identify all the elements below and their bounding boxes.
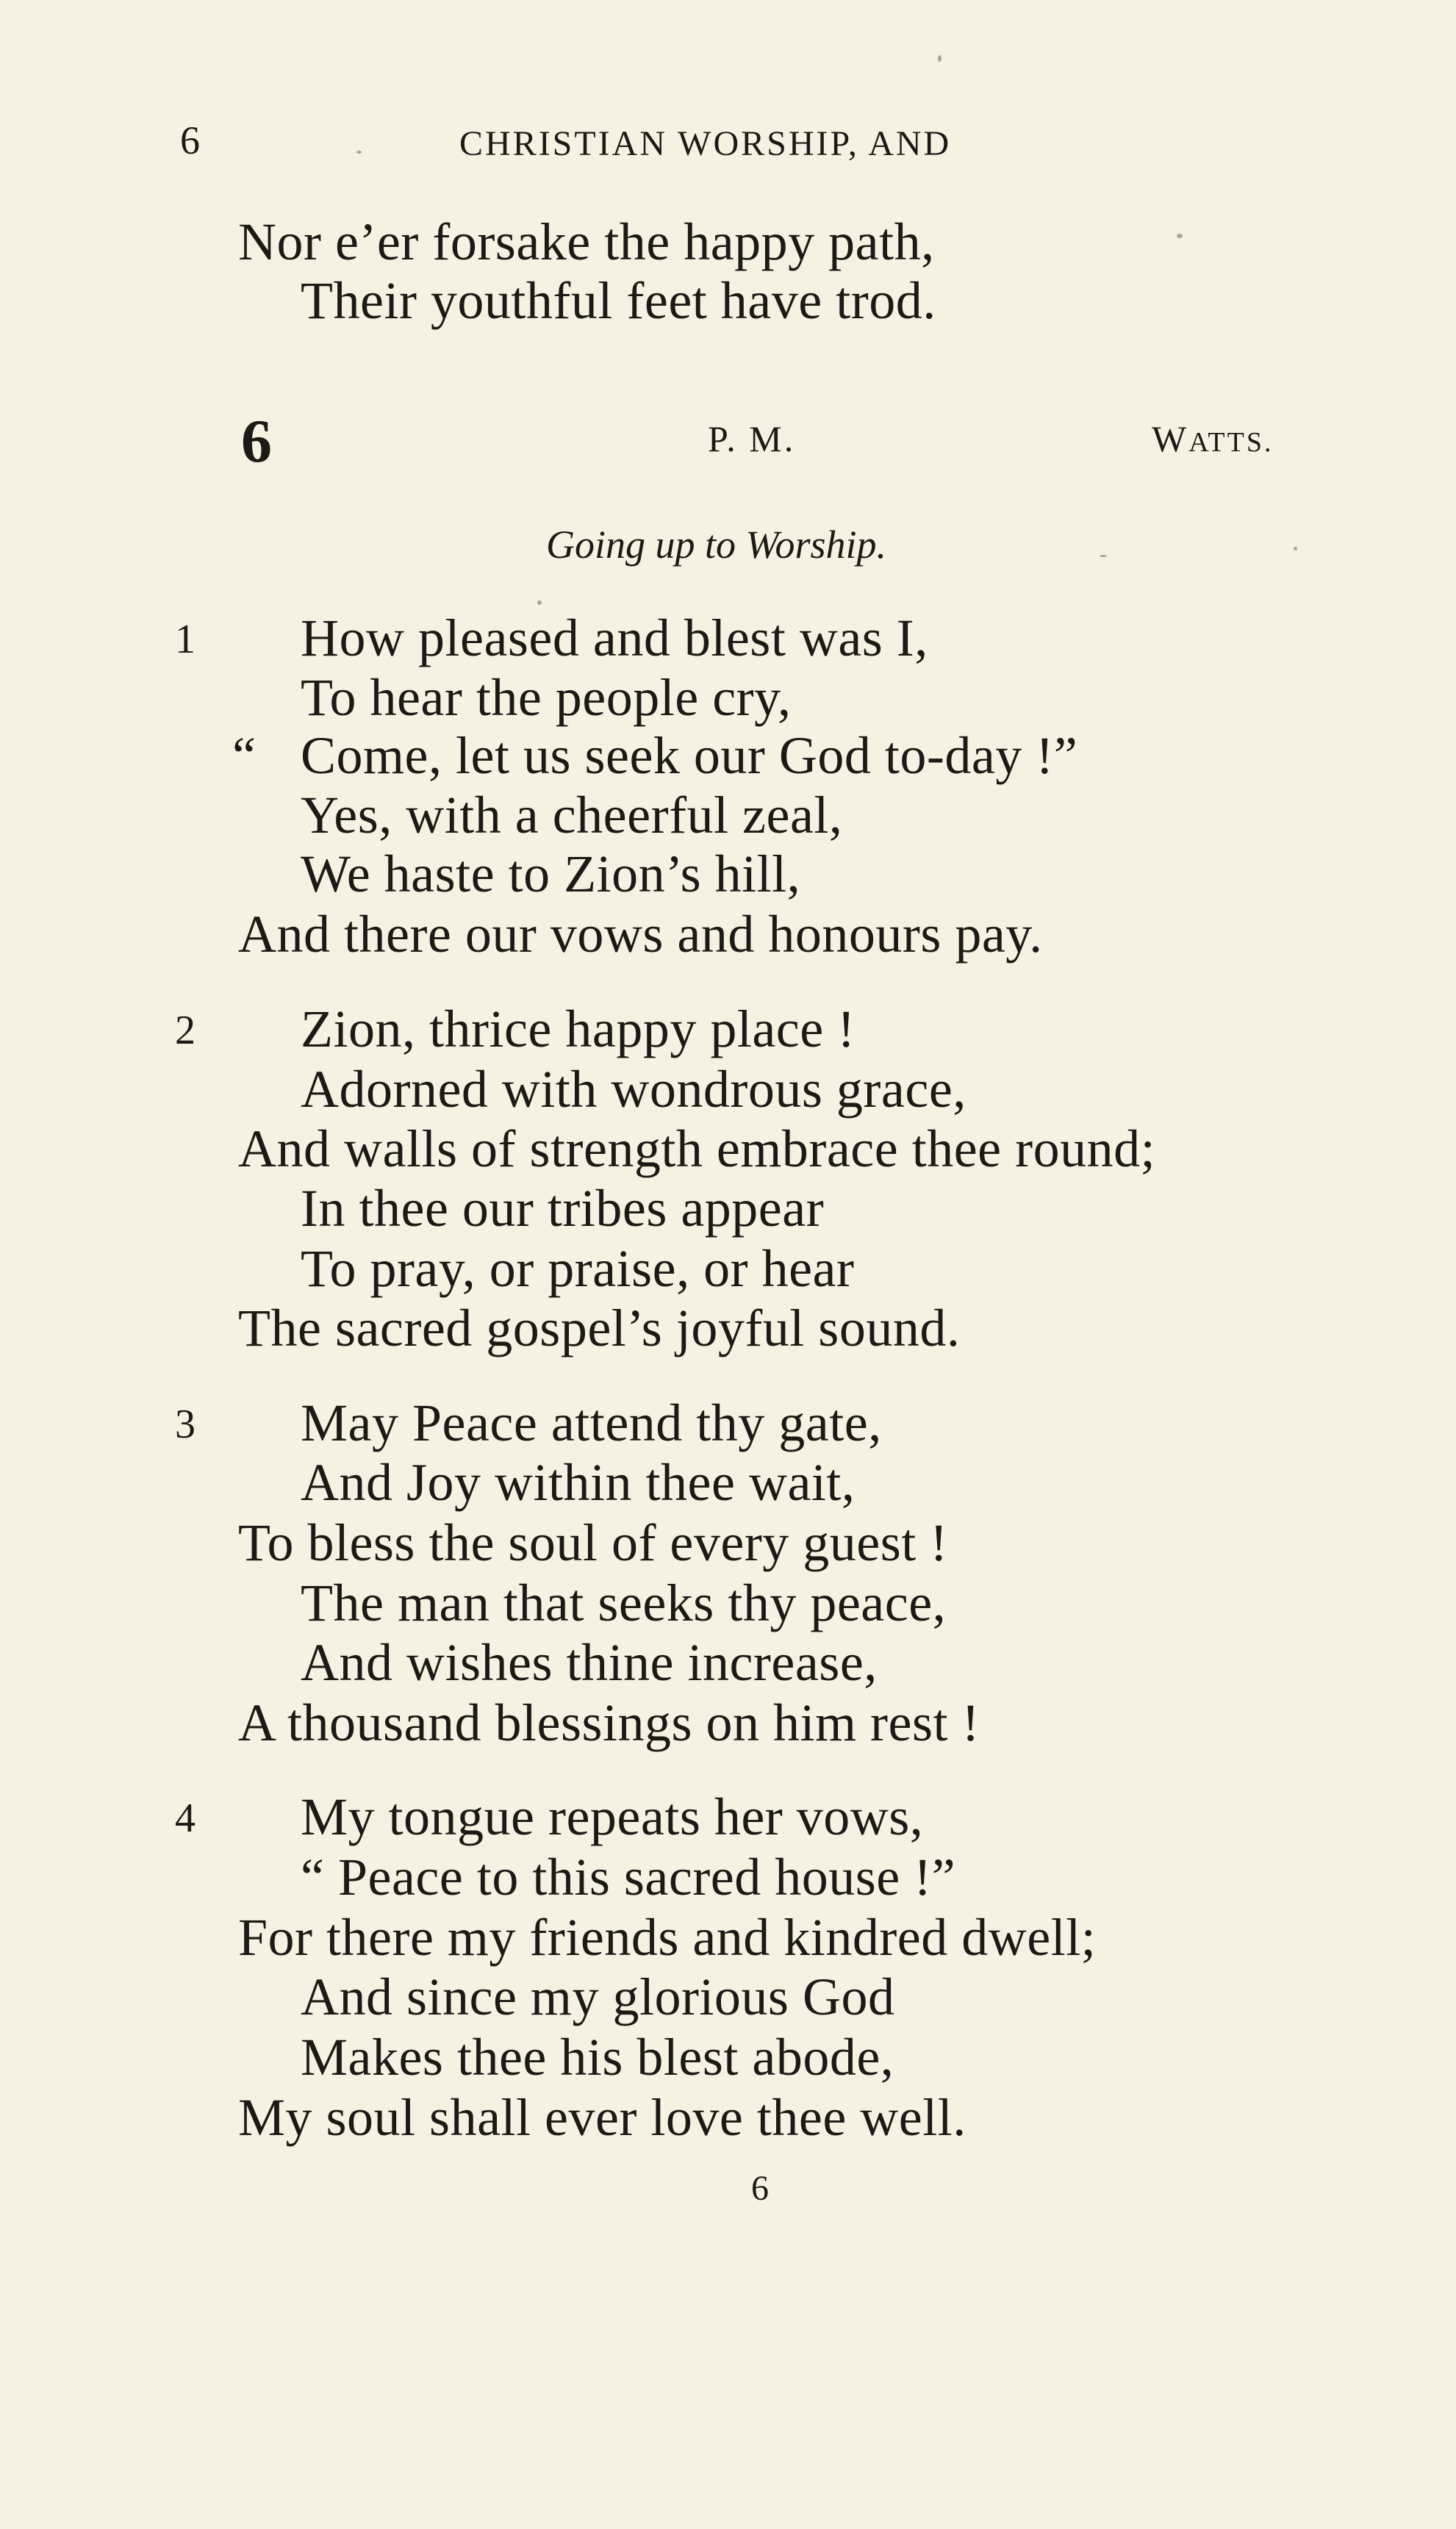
verse-line: A thousand blessings on him rest ! <box>238 1693 980 1752</box>
verse-line: To pray, or praise, or hear <box>301 1239 855 1298</box>
verse-line: Makes thee his blest abode, <box>301 2028 894 2087</box>
verse-line: And wishes thine increase, <box>301 1633 878 1692</box>
verse-line: Come, let us seek our God to-day !” <box>301 726 1078 785</box>
verse-line: We haste to Zion’s hill, <box>301 844 801 903</box>
verse-line: The man that seeks thy peace, <box>301 1574 947 1632</box>
author-initial: W <box>1152 418 1189 459</box>
paper-speck <box>537 600 542 605</box>
paper-speck <box>1177 234 1183 238</box>
paper-speck <box>938 55 942 62</box>
verse-line: “ Peace to this sacred house !” <box>301 1848 956 1906</box>
verse-number: 2 <box>175 1008 196 1053</box>
verse-number: 4 <box>175 1796 196 1841</box>
verse-line: My tongue repeats her vows, <box>301 1787 924 1846</box>
open-quote: “ <box>232 726 257 785</box>
hymn-meter: P. M. <box>708 418 796 459</box>
verse-line: To hear the people cry, <box>301 668 792 727</box>
verse-line: Zion, thrice happy place ! <box>301 1000 856 1058</box>
hymn-title: Going up to Worship. <box>546 523 887 567</box>
verse-line: To bless the soul of every guest ! <box>238 1513 948 1572</box>
continuation-line-1: Nor e’er forsake the happy path, <box>238 212 935 271</box>
verse-number: 1 <box>175 617 196 662</box>
page-number: 6 <box>180 118 200 162</box>
signature-mark: 6 <box>751 2169 769 2208</box>
verse-number: 3 <box>175 1402 196 1447</box>
hymn-author <box>1152 417 1274 460</box>
verse-line: And there our vows and honours pay. <box>238 905 1043 964</box>
verse-line: My soul shall ever love thee well. <box>238 2088 967 2147</box>
verse-line: For there my friends and kindred dwell; <box>238 1908 1097 1967</box>
verse-line: The sacred gospel’s joyful sound. <box>238 1299 961 1357</box>
continuation-line-2: Their youthful feet have trod. <box>301 271 936 330</box>
paper-speck <box>1294 547 1297 550</box>
verse-line: And Joy within thee wait, <box>301 1453 856 1512</box>
hymn-number: 6 <box>241 407 272 476</box>
verse-line: And walls of strength embrace thee round; <box>238 1119 1156 1178</box>
verse-line: And since my glorious God <box>301 1967 895 2026</box>
verse-line: May Peace attend thy gate, <box>301 1393 882 1452</box>
verse-line: Yes, with a cheerful zeal, <box>301 786 843 844</box>
running-title: CHRISTIAN WORSHIP, AND <box>459 124 952 163</box>
verse-line: How pleased and blest was I, <box>301 609 928 667</box>
author-rest: ATTS. <box>1188 427 1274 458</box>
paper-speck <box>356 151 362 154</box>
paper-speck <box>1100 555 1107 557</box>
verse-line: Adorned with wondrous grace, <box>301 1060 967 1119</box>
verse-line: In thee our tribes appear <box>301 1179 825 1238</box>
